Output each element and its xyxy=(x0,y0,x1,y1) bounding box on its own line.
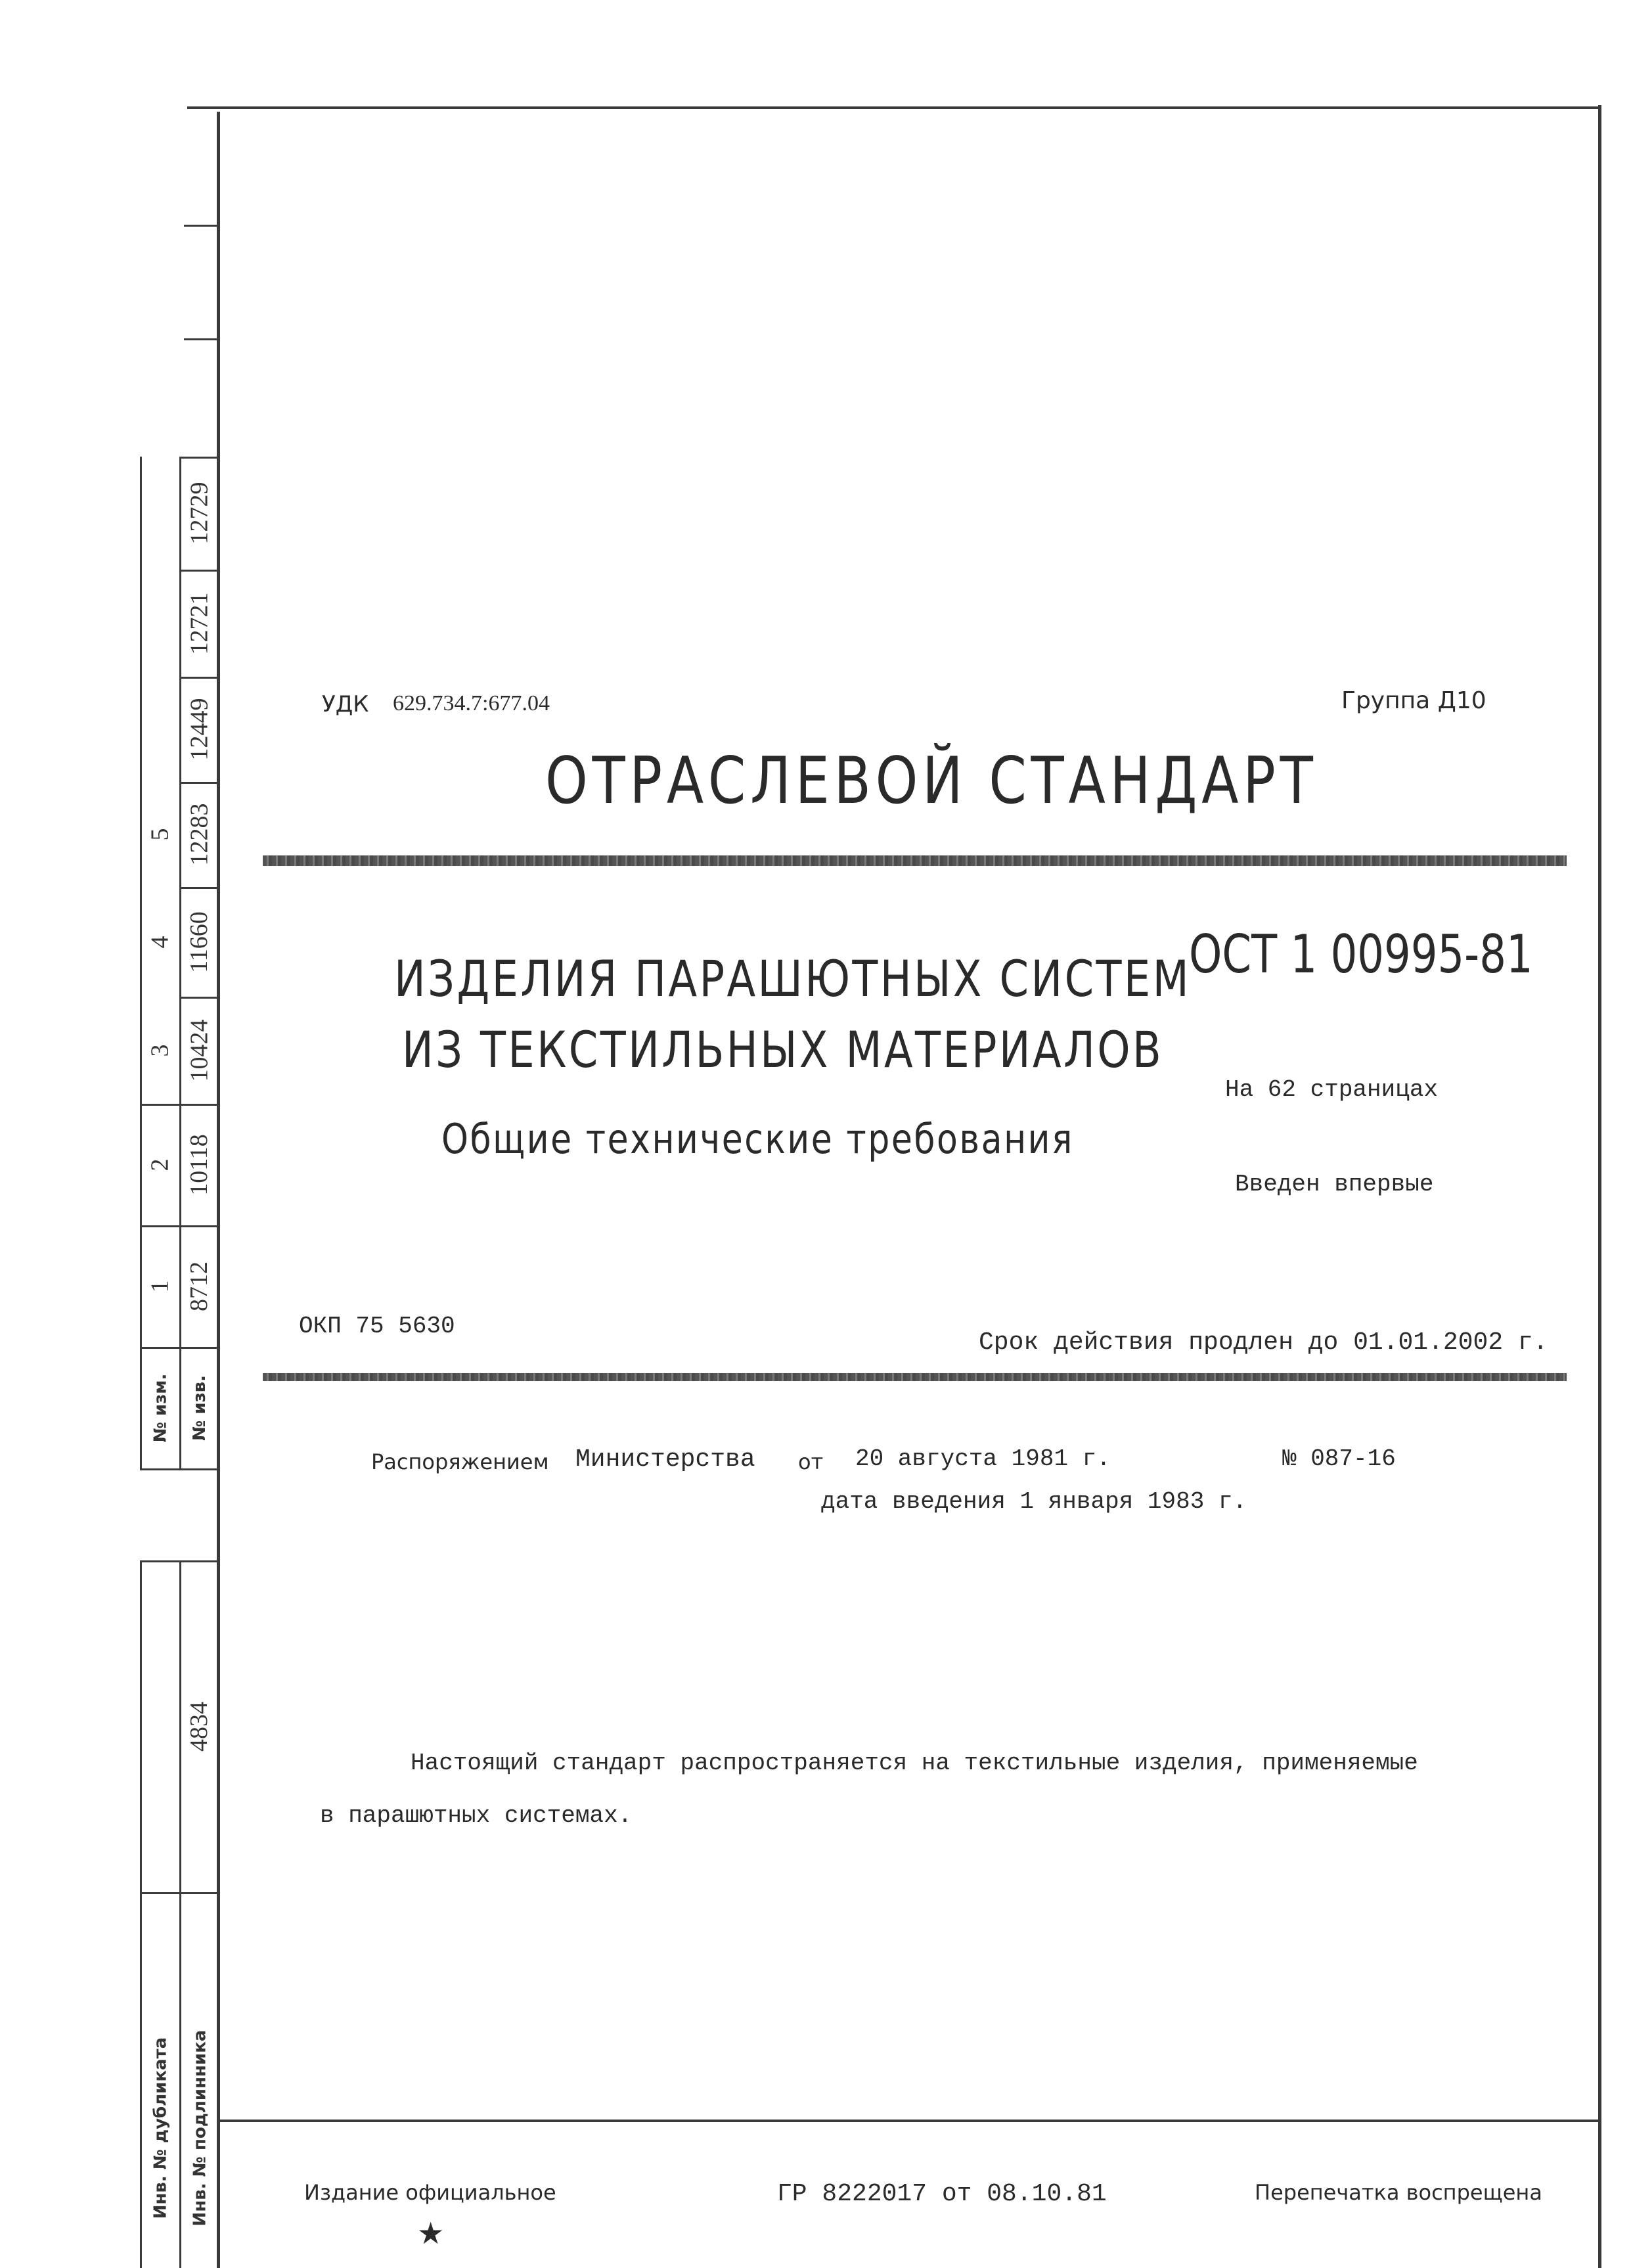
order-date: 20 августа 1981 г. xyxy=(855,1445,1111,1472)
official-edition: Издание официальное xyxy=(304,2180,556,2205)
star-icon: ★ xyxy=(417,2215,445,2251)
revision-notice-cell: 10118 xyxy=(185,1133,213,1196)
duplicate-inventory-label: Инв. № дубликата xyxy=(150,2037,171,2219)
revision-change-cell: 5 xyxy=(146,828,173,841)
revision-change-cell: 3 xyxy=(146,1044,173,1056)
standard-code: ОСТ 1 00995-81 xyxy=(1189,924,1533,985)
validity-period: Срок действия продлен до 01.01.2002 г. xyxy=(979,1328,1548,1357)
revision-notice-cell: 12721 xyxy=(185,592,213,654)
udk-label: УДК xyxy=(322,691,369,717)
registration-number: ГР 8222017 от 08.10.81 xyxy=(777,2180,1107,2208)
notice-number-header: № изв. xyxy=(190,1374,210,1441)
section-rule xyxy=(263,1373,1567,1381)
title-rule xyxy=(263,855,1567,866)
revision-change-cell: 2 xyxy=(146,1158,173,1171)
frame-bottom-border xyxy=(217,2120,1601,2122)
revision-block xyxy=(135,457,219,1468)
revision-change-cell: 4 xyxy=(146,936,173,948)
revision-notice-cell: 10424 xyxy=(185,1019,213,1081)
udk-value: 629.734.7:677.04 xyxy=(393,691,550,715)
frame-right-border xyxy=(1598,105,1601,2268)
margin-tick xyxy=(184,338,218,340)
okp-code: ОКП 75 5630 xyxy=(299,1313,455,1340)
revision-notice-cell: 12283 xyxy=(185,803,213,866)
revision-notice-cell: 12449 xyxy=(185,698,213,761)
group-code: Группа Д10 xyxy=(1341,687,1486,714)
revision-notice-cell: 8712 xyxy=(185,1261,213,1311)
document-title-line1: ИЗДЕЛИЯ ПАРАШЮТНЫХ СИСТЕМ xyxy=(394,949,1192,1008)
order-number: № 087-16 xyxy=(1282,1445,1396,1472)
introduction-status: Введен впервые xyxy=(1235,1171,1434,1198)
revision-notice-cell: 12729 xyxy=(185,482,213,545)
order-from: от xyxy=(798,1449,824,1474)
page-title: ОТРАСЛЕВОЙ СТАНДАРТ xyxy=(545,744,1318,819)
ministry-label: Министерства xyxy=(575,1445,755,1474)
reprint-notice: Перепечатка воспрещена xyxy=(1255,2180,1542,2205)
inventory-block xyxy=(135,1560,219,2268)
change-number-header: № изм. xyxy=(150,1373,171,1442)
frame-top-border xyxy=(187,106,1599,109)
scope-text-line1: Настоящий стандарт распространяется на текстильные изделия, применяемые xyxy=(411,1750,1418,1777)
document-title-line2: ИЗ ТЕКСТИЛЬНЫХ МАТЕРИАЛОВ xyxy=(402,1020,1164,1079)
original-inventory-number: 4834 xyxy=(185,1701,213,1752)
revision-notice-cell: 11660 xyxy=(185,911,213,973)
original-inventory-label: Инв. № подлинника xyxy=(190,2030,210,2226)
revision-change-cell: 1 xyxy=(146,1280,173,1292)
scope-text-line2: в парашютных системах. xyxy=(320,1802,633,1829)
margin-tick xyxy=(184,225,218,227)
introduction-date: дата введения 1 января 1983 г. xyxy=(821,1488,1247,1515)
document-subtitle: Общие технические требования xyxy=(441,1115,1074,1163)
order-label: Распоряжением xyxy=(371,1449,549,1474)
page-count: На 62 страницах xyxy=(1225,1076,1439,1103)
